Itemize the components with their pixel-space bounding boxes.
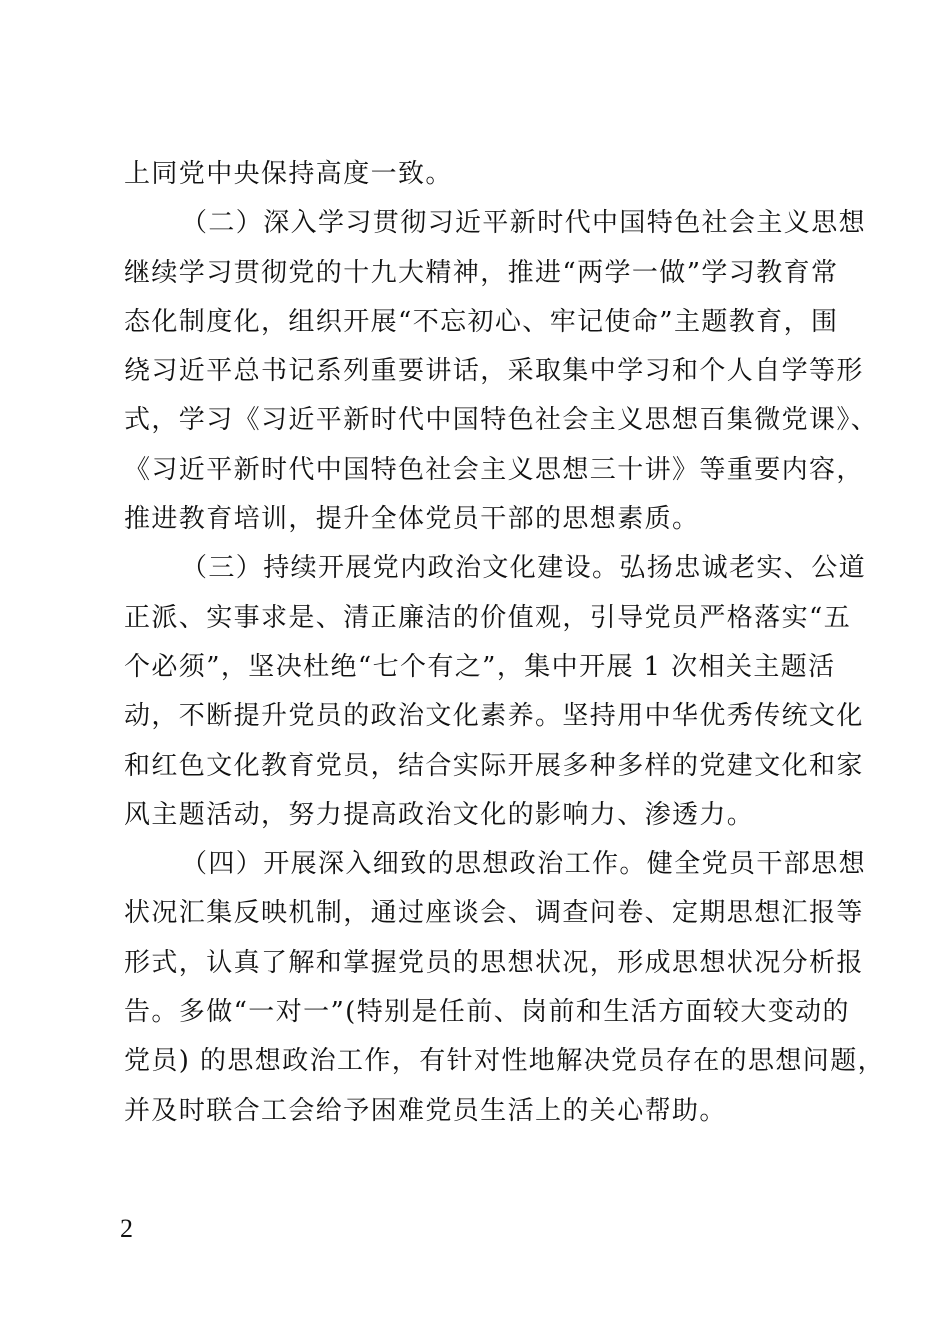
text-line: 态化制度化，组织开展“不忘初心、牢记使命”主题教育，围	[124, 306, 839, 337]
text-line: 并及时联合工会给予困难党员生活上的关心帮助。	[124, 1095, 727, 1126]
text-line: 上同党中央保持高度一致。	[124, 159, 453, 189]
text-line: 告。多做“一对一”(特别是任前、岗前和生活方面较大变动的	[124, 997, 850, 1028]
text-line: 式，学习《习近平新时代中国特色社会主义思想百集微党课》、	[124, 405, 879, 436]
text-line: 形式，认真了解和掌握党员的思想状况，形成思想状况分析报	[124, 947, 864, 978]
section-heading-3: （三）持续开展党内政治文化建设。弘扬忠诚老实、公道	[181, 553, 867, 584]
text-line: 党员) 的思想政治工作，有针对性地解决党员存在的思想问题，	[124, 1046, 886, 1077]
text-line: 风主题活动，努力提高政治文化的影响力、渗透力。	[124, 799, 755, 830]
text-line: 继续学习贯彻党的十九大精神，推进“两学一做”学习教育常	[124, 257, 839, 288]
document-body	[124, 150, 886, 1136]
text-line: 绕习近平总书记系列重要讲话，采取集中学习和个人自学等形	[124, 356, 864, 387]
text-line: 动，不断提升党员的政治文化素养。坚持用中华优秀传统文化	[124, 701, 864, 732]
text-line: 个必须”，坚决杜绝“七个有之”，集中开展 1 次相关主题活	[124, 651, 836, 682]
section-heading-2: （二）深入学习贯彻习近平新时代中国特色社会主义思想	[181, 208, 867, 239]
page-number: 2	[120, 1214, 133, 1243]
text-line: 和红色文化教育党员，结合实际开展多种多样的党建文化和家	[124, 750, 864, 781]
text-line: 正派、实事求是、清正廉洁的价值观，引导党员严格落实“五	[124, 602, 852, 633]
section-heading-4: （四）开展深入细致的思想政治工作。健全党员干部思想	[181, 849, 867, 880]
text-line: 《习近平新时代中国特色社会主义思想三十讲》等重要内容，	[124, 454, 864, 485]
text-line: 状况汇集反映机制，通过座谈会、调查问卷、定期思想汇报等	[124, 898, 864, 929]
text-line: 推进教育培训，提升全体党员干部的思想素质。	[124, 504, 700, 535]
